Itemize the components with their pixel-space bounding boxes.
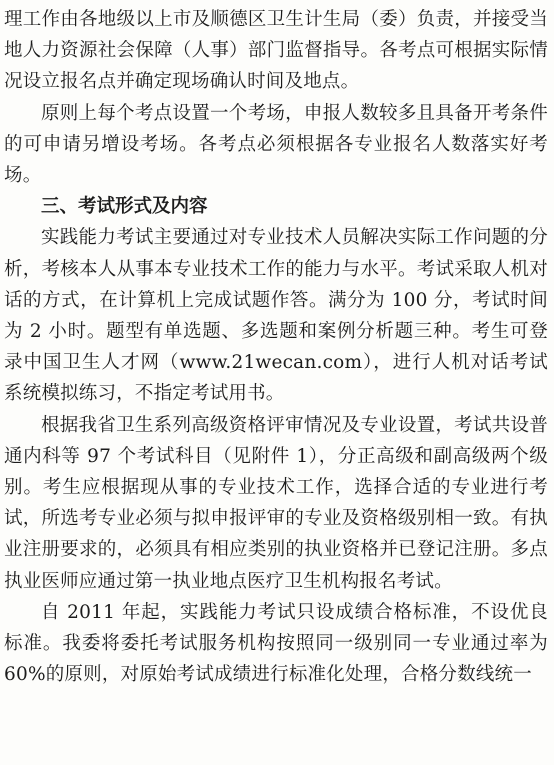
section-heading: 三、考试形式及内容 bbox=[41, 196, 208, 218]
paragraph-exam-format: 实践能力考试主要通过对专业技术人员解决实际工作问题的分析，考核本人从事本专业技术工作的能力与水平。考试采取人机对话的方式，在计算机上完成试题作答。满分为 100 分，考试时间为 2 小时。题型有单选题、多选题和案例分析题三种。考生可登录中国卫生人才网（www.21wecan.com），进行人机对话考试系统模拟练习，不指定考试用书。 bbox=[4, 227, 548, 405]
paragraph-passing-standard: 自 2011 年起，实践能力考试只设成绩合格标准，不设优良标准。我委将委托考试服务机构按照同一级别同一专业通过率为 60%的原则，对原始考试成绩进行标准化处理，合格分数线统一 bbox=[4, 601, 548, 686]
paragraph-exam-rooms: 原则上每个考点设置一个考场，申报人数较多且具备开考条件的可申请另增设考场。各考点必须根据各专业报名人数落实好考场。 bbox=[4, 102, 548, 187]
paragraph-exam-organization: 理工作由各地级以上市及顺德区卫生计生局（委）负责，并接受当地人力资源社会保障（人事）部门监督指导。各考点可根据实际情况设立报名点并确定现场确认时间及地点。 bbox=[4, 9, 548, 93]
paragraph-exam-subjects: 根据我省卫生系列高级资格评审情况及专业设置，考试共设普通内科等 97 个考试科目（见附件 1），分正高级和副高级两个级别。考生应根据现从事的专业技术工作，选择合适的专业进行考试，所选考专业必须与拟申报评审的专业及资格级别相一致。有执业注册要求的，必须具有相应类别的执业资格并已登记注册。多点执业医师应通过第一执业地点医疗卫生机构报名考试。 bbox=[4, 414, 548, 592]
